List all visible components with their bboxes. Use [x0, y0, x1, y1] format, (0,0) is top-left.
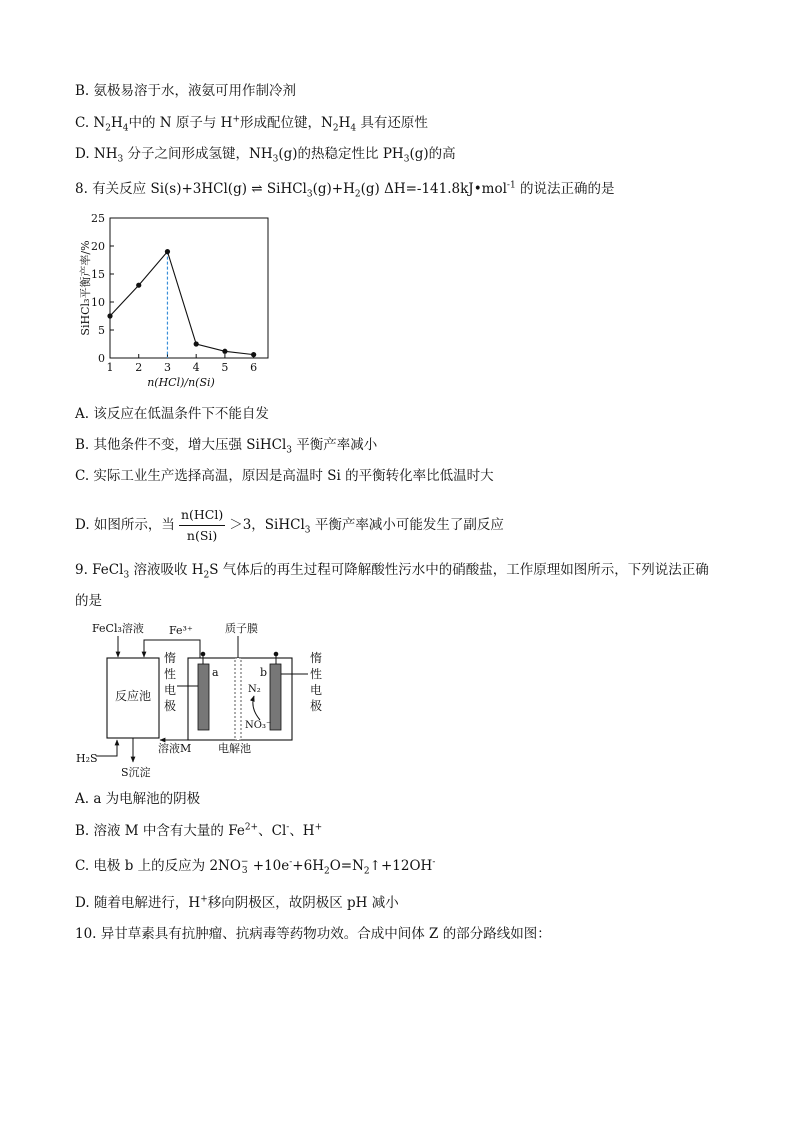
x-axis-label: n(HCl)/n(Si)	[147, 376, 215, 389]
data-point	[194, 341, 199, 346]
ratio-fraction: $\frac{\text{n(HCl)}}{n(Si)}$	[180, 507, 224, 543]
y-tick-label: 15	[91, 268, 105, 281]
x-tick-label: 5	[221, 361, 229, 374]
svg-text:惰: 惰	[164, 651, 177, 665]
y-tick-label: 20	[91, 240, 105, 253]
fe3-label: Fe³⁺	[169, 624, 193, 637]
h2s-label: H₂S	[76, 752, 98, 765]
electrode-a	[198, 664, 209, 730]
y-tick-label: 0	[98, 352, 105, 365]
plot-frame	[110, 218, 268, 358]
q8-option-a: A. 该反应在低温条件下不能自发	[75, 406, 269, 422]
fecl3-label: FeCl₃溶液	[92, 622, 144, 635]
q9-stem-line1: 9. FeCl$_3$ 溶液吸收 $H_2S$ 气体后的再生过程可降解酸性污水中的硝酸盐，工作原理如图所示，下列说法正确	[75, 562, 709, 581]
y-tick-label: 5	[98, 324, 105, 337]
s-precipitate-label: S沉淀	[121, 766, 151, 779]
data-point	[165, 249, 170, 254]
q7-option-c: C. $N_2H_4$中的 N 原子与 H+形成配位键，$N_2H_4$ 具有还原性	[75, 114, 428, 134]
q8-option-d: D. 如图所示，当 $\frac{\text{n(HCl)}}{n(Si)}$ ＞3，SiHCl$_3$ 平衡产率减小可能发生了副反应	[75, 505, 504, 546]
membrane-label: 质子膜	[225, 622, 258, 635]
q9-stem-line2: 的是	[75, 593, 102, 609]
svg-text:性: 性	[164, 667, 177, 681]
reactor-label: 反应池	[114, 689, 152, 703]
series-line	[110, 252, 254, 355]
svg-text:惰: 惰	[310, 651, 323, 665]
svg-text:极: 极	[164, 699, 177, 713]
svg-text:电: 电	[164, 683, 177, 697]
q9-option-d: D. 随着电解进行，H+移向阴极区，故阴极区 pH 减小	[75, 894, 399, 911]
equilibrium-arrow-icon: ⇌	[251, 181, 263, 197]
data-point	[251, 352, 256, 357]
data-point	[107, 313, 112, 318]
svg-text:性: 性	[310, 667, 323, 681]
q9-option-a: A. a 为电解池的阴极	[75, 791, 201, 807]
svg-text:电: 电	[310, 683, 323, 697]
q8-option-c: C. 实际工业生产选择高温，原因是高温时 Si 的平衡转化率比低温时大	[75, 468, 494, 484]
x-tick-label: 6	[250, 361, 258, 374]
q10-stem: 10. 异甘草素具有抗肿瘤、抗病毒等药物功效。合成中间体 Z 的部分路线如图：	[75, 926, 551, 942]
proton-membrane	[235, 658, 241, 740]
electrode-b-label: b	[260, 666, 268, 679]
q8-yield-chart	[72, 208, 282, 398]
q9-option-c: C. 电极 b 上的反应为 2NO − 3 $+10e^-+6H_2O=N_2↑+12OH^-$	[75, 856, 436, 877]
x-tick-label: 4	[192, 361, 200, 374]
solution-m-label: 溶液M	[158, 742, 192, 755]
electrode-a-label: a	[212, 666, 219, 679]
q8-option-b: B. 其他条件不变，增大压强 SiHCl$_3$ 平衡产率减小	[75, 437, 378, 456]
q8-stem: 8. 有关反应 Si(s)+3HCl(g) ⇌ $SiHCl_3(g)+H_2(g)$ ΔH=-141.8kJ•mol$^{-1}$ 的说法正确的是	[75, 180, 615, 200]
x-tick-label: 2	[135, 361, 143, 374]
electrode-b	[270, 664, 281, 730]
q7-option-b: B. 氨极易溶于水，液氨可用作制冷剂	[75, 83, 297, 99]
inert-electrode-left-label	[164, 650, 176, 713]
q9-option-b: B. 溶液 M 中含有大量的 $Fe^{2+}$、Cl-、H+	[75, 822, 323, 839]
y-tick-label: 10	[91, 296, 105, 309]
x-tick-label: 3	[163, 361, 171, 374]
inert-electrode-right-label	[310, 650, 322, 713]
no3-label: NO₃⁻	[245, 720, 272, 731]
svg-text:极: 极	[310, 699, 323, 713]
y-tick-label: 25	[91, 212, 105, 225]
data-point	[136, 283, 141, 288]
n2-label: N₂	[248, 684, 261, 695]
cell-label: 电解池	[218, 742, 251, 755]
y-axis-label: SiHCl₃平衡产率/%	[79, 240, 92, 336]
q7-option-d: D. $NH_3$ 分子之间形成氢键，$NH_3(g)$的热稳定性比 $PH_3(g)$的高	[75, 146, 456, 165]
data-point	[222, 349, 227, 354]
electrolysis-diagram	[72, 616, 342, 786]
x-tick-label: 1	[106, 361, 114, 374]
